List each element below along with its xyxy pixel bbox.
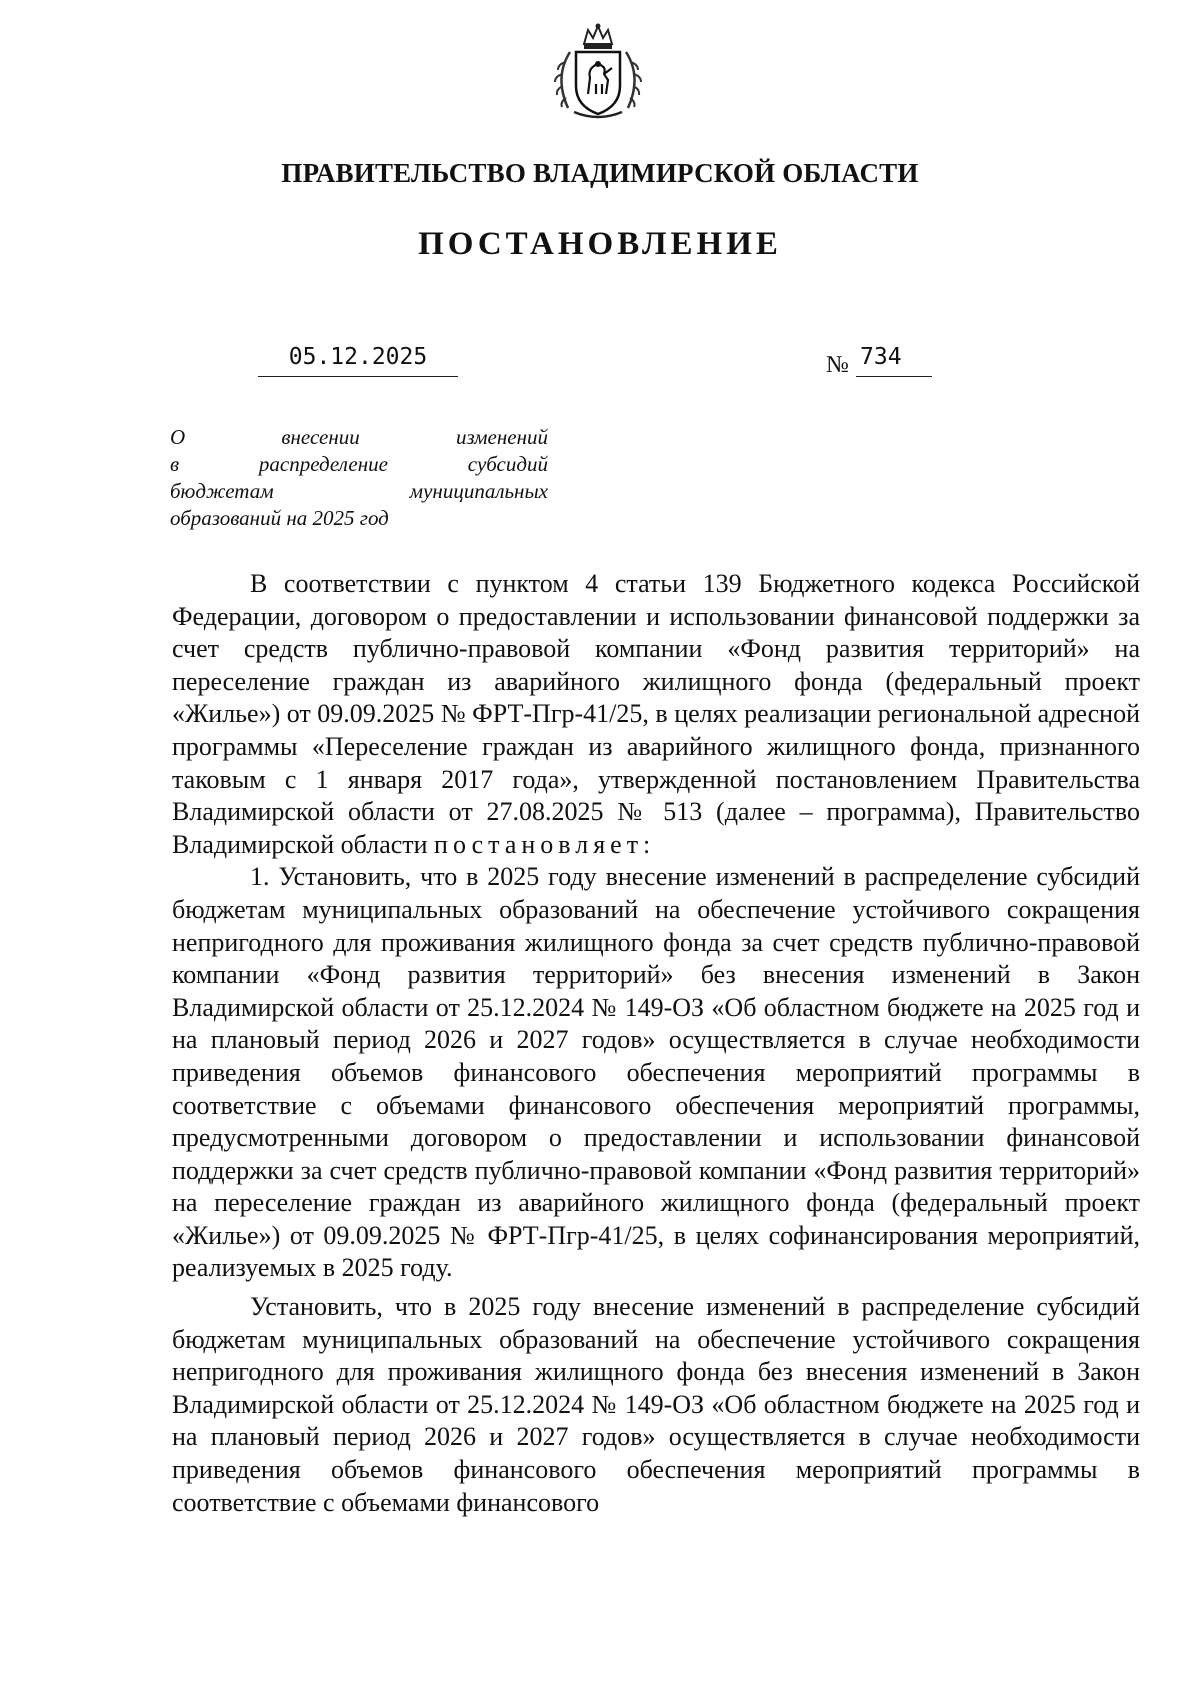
- coat-of-arms-icon: [544, 22, 652, 124]
- subject-line: в распределение субсидий: [170, 452, 548, 476]
- document-date: 05.12.2025: [258, 344, 458, 377]
- document-number: 734: [856, 344, 932, 377]
- subject-line: бюджетам муниципальных: [170, 479, 548, 503]
- clause-1-second-paragraph: Установить, что в 2025 году внесение изменений в распределение субсидий бюджетам муниципальных образований на обеспечение устойчивого сокращения непригодного для проживания жилищного фонда без внесения изменений в Закон Владимирской области от 25.12.2024 № 149-ОЗ «Об областном бюджете на 2025 год и на плановый период 2026 и 2027 годов» осуществляется в случае необходимости приведения объемов финансового обеспечения мероприятий программы в соответствие с объемами финансового: [172, 1292, 1140, 1517]
- document-subject: [170, 424, 548, 532]
- document-type-heading: ПОСТАНОВЛЕНИЕ: [418, 226, 782, 262]
- subject-line: О внесении изменений: [170, 425, 548, 449]
- organization-title: ПРАВИТЕЛЬСТВО ВЛАДИМИРСКОЙ ОБЛАСТИ: [281, 158, 919, 188]
- resolves-word: постановляет:: [434, 829, 656, 859]
- preamble-text: В соответствии с пунктом 4 статьи 139 Бюджетного кодекса Российской Федерации, договором о предоставлении и использовании финансовой поддержки за счет средств публично-правовой компании «Фонд развития территорий» на переселение граждан из аварийного жилищного фонда (федеральный проект «Жилье») от 09.09.2025 № ФРТ-Пгр-41/25, в целях реализации региональной адресной программы «Переселение граждан из аварийного жилищного фонда, признанного таковым с 1 января 2017 года», утвержденной постановлением Правительства Владимирской области от 27.08.2025 № 513 (далее – программа), Правительство Владимирской области: [172, 569, 1140, 859]
- number-sign-label: №: [826, 352, 849, 378]
- subject-line: образований на 2025 год: [170, 506, 389, 530]
- preamble-paragraph: [172, 568, 1140, 861]
- clause-1-paragraph: 1. Установить, что в 2025 году внесение изменений в распределение субсидий бюджетам муниципальных образований на обеспечение устойчивого сокращения непригодного для проживания жилищного фонда за счет средств публично-правовой компании «Фонд развития территорий» без внесения изменений в Закон Владимирской области от 25.12.2024 № 149-ОЗ «Об областном бюджете на 2025 год и на плановый период 2026 и 2027 годов» осуществляется в случае необходимости приведения объемов финансового обеспечения мероприятий программы в соответствие с объемами финансового обеспечения мероприятий программы, предусмотренными договором о предоставлении и использовании финансовой поддержки за счет средств публично-правовой компании «Фонд развития территорий» на переселение граждан из аварийного жилищного фонда (федеральный проект «Жилье») от 09.09.2025 № ФРТ-Пгр-41/25, в целях софинансирования мероприятий, реализуемых в 2025 году.: [172, 862, 1140, 1283]
- document-body: [172, 568, 1140, 1519]
